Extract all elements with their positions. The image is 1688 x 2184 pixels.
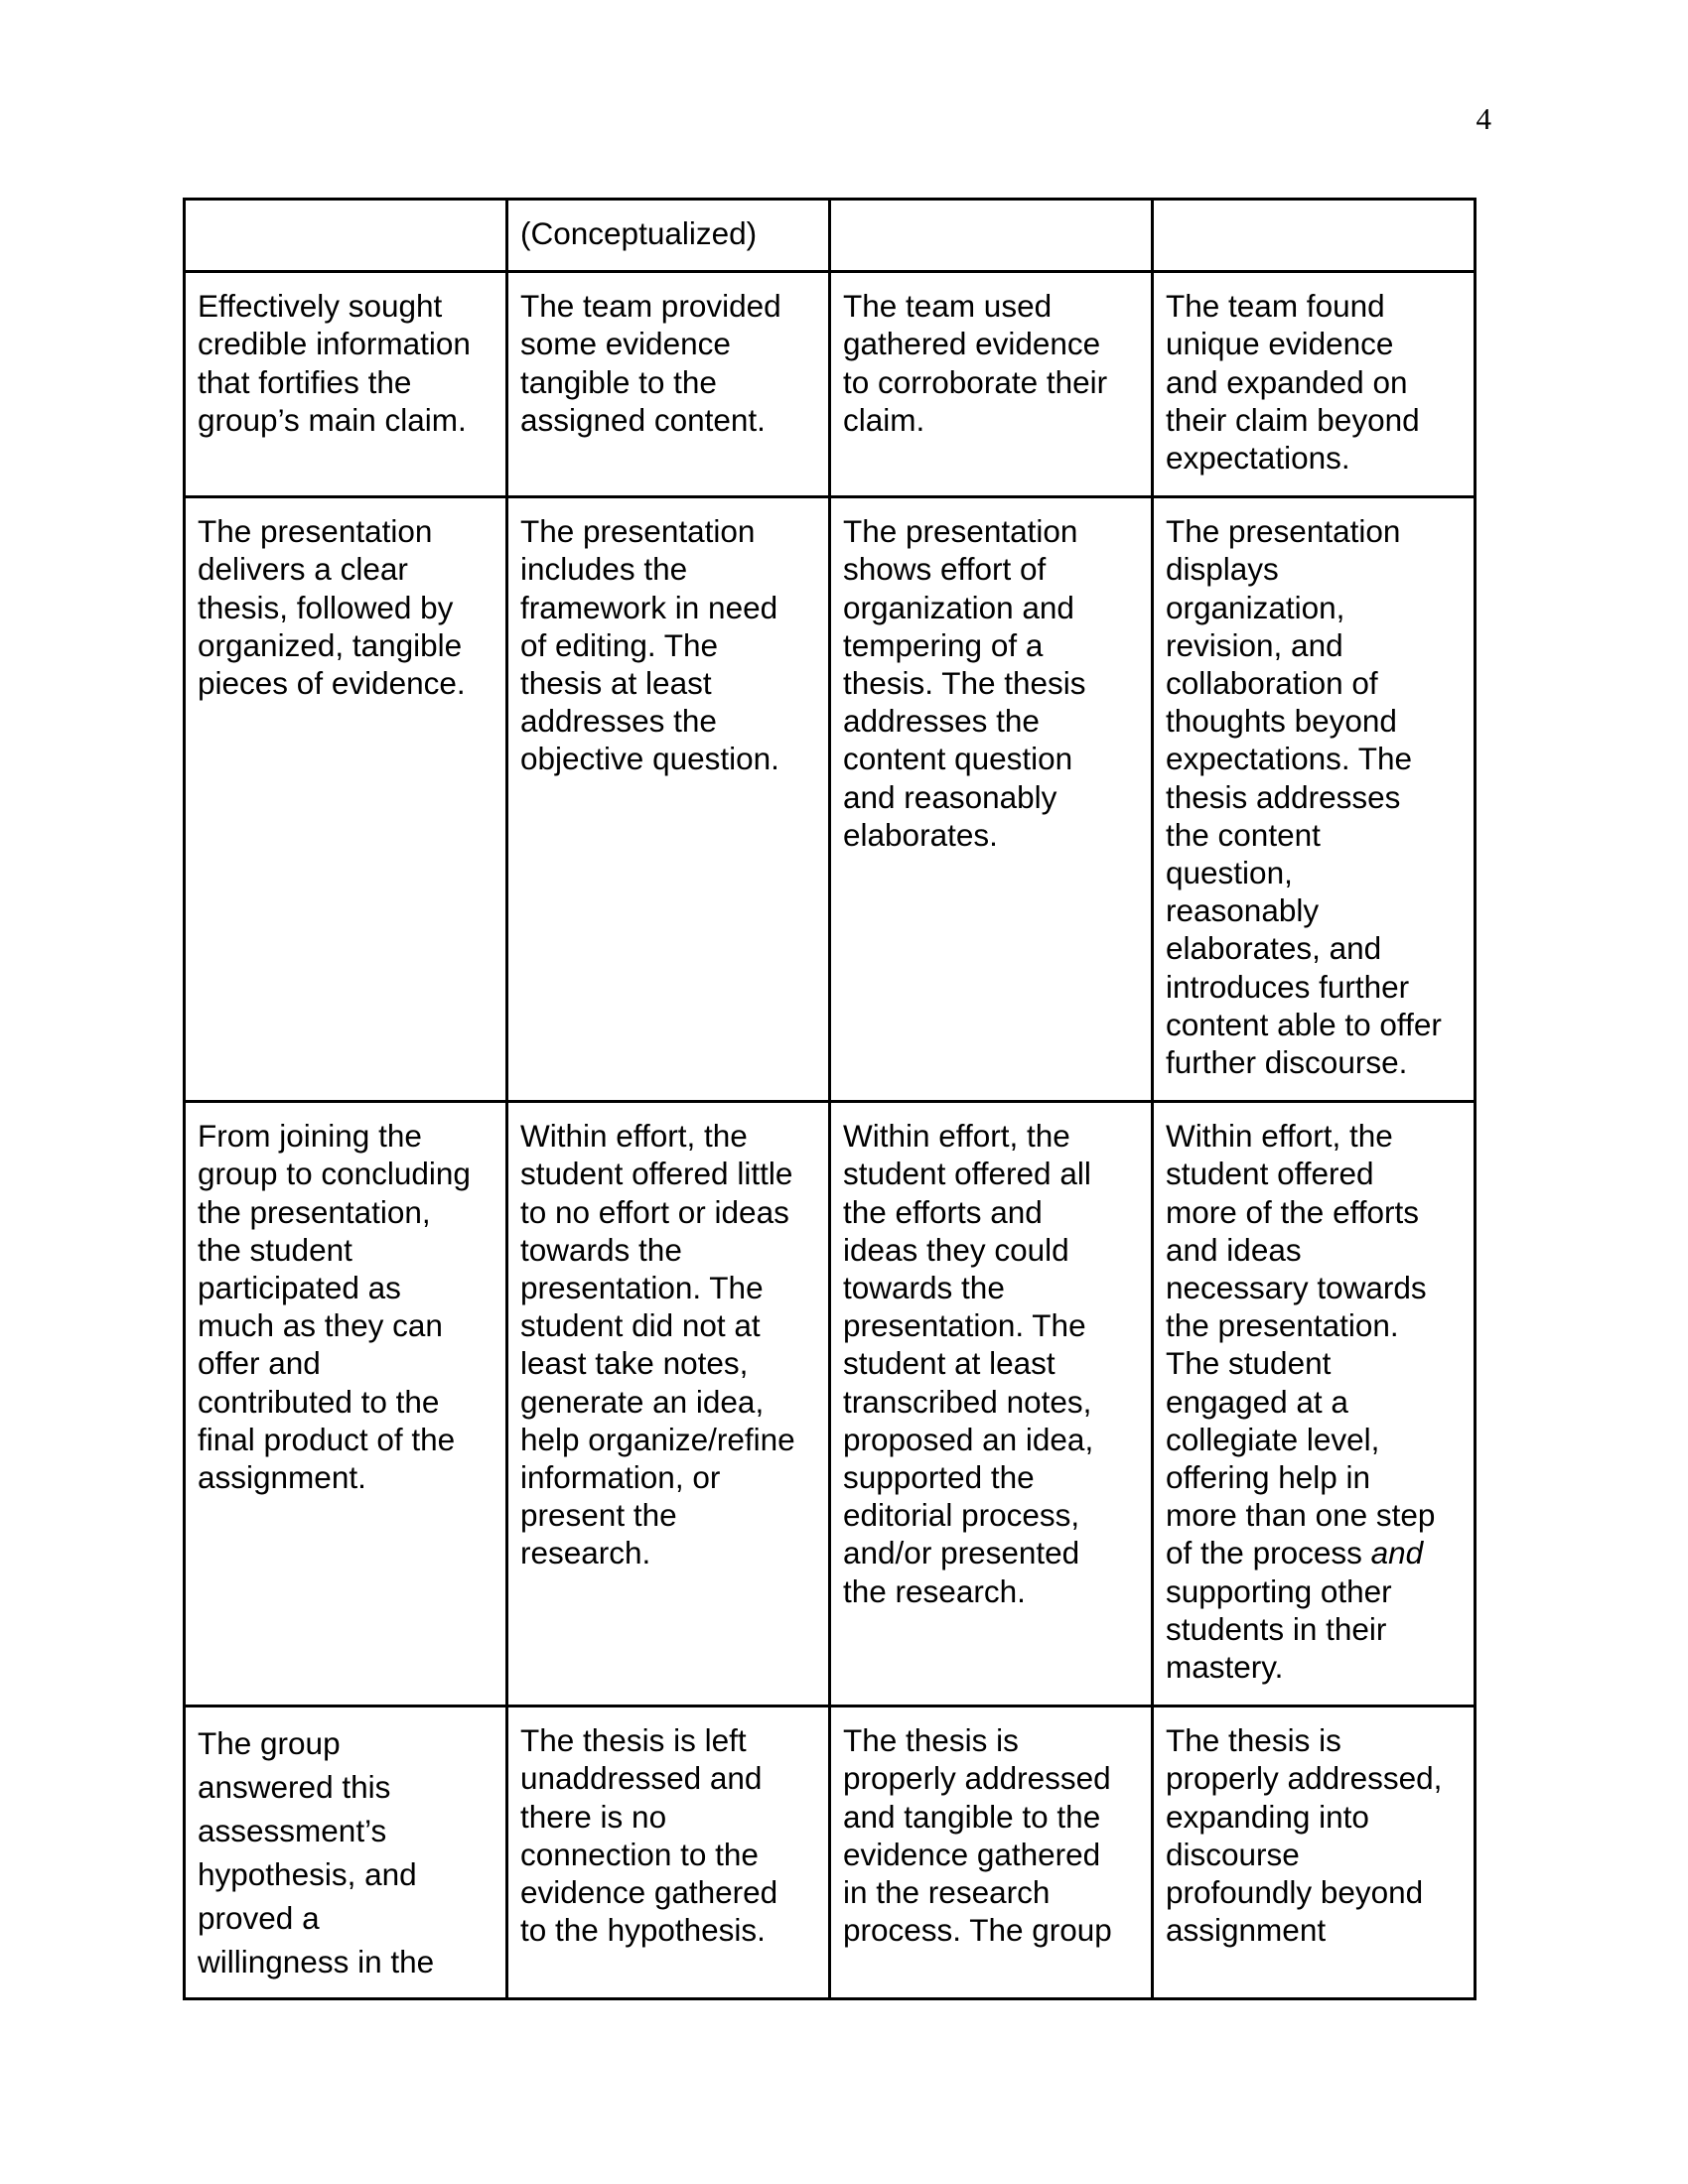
rubric-row-presentation xyxy=(185,497,1476,1102)
cell-text: The presentation includes the framework in need of editing. The thesis at least addresses the objective question. xyxy=(520,513,779,777)
cell-text: The team provided some evidence tangible to the assigned content. xyxy=(520,288,781,438)
rubric-cell-level-2 xyxy=(830,200,1153,272)
cell-text: Effectively sought credible information that fortifies the group’s main claim. xyxy=(198,288,471,438)
rubric-cell-level-3 xyxy=(1153,497,1476,1102)
rubric-cell-level-3 xyxy=(1153,1102,1476,1706)
cell-text: The presentation shows effort of organization and tempering of a thesis. The thesis addresses the content question and reasonably elaborates. xyxy=(843,513,1086,853)
rubric-cell-level-2 xyxy=(830,1706,1153,1999)
rubric-row-research xyxy=(185,272,1476,497)
rubric-cell-criteria xyxy=(185,272,507,497)
rubric-row-participation xyxy=(185,1102,1476,1706)
cell-text: The group answered this assessment’s hypothesis, and proved a willingness in the xyxy=(198,1725,435,1980)
rubric-cell-criteria xyxy=(185,200,507,272)
rubric-cell-level-1 xyxy=(507,272,830,497)
page-number: 4 xyxy=(1476,101,1491,136)
rubric-cell-criteria xyxy=(185,497,507,1102)
cell-text-emphasis: and xyxy=(1370,1535,1424,1571)
cell-text: The presentation displays organization, revision, and collaboration of thoughts beyond expectations. The thesis addresses the content question, reasonably elaborates, and introduces further content able to offer further discourse. xyxy=(1166,513,1442,1081)
rubric-row-thesis xyxy=(185,1706,1476,1999)
rubric-cell-criteria xyxy=(185,1706,507,1999)
cell-text-after: supporting other students in their mastery. xyxy=(1166,1572,1392,1686)
rubric-cell-level-3 xyxy=(1153,200,1476,272)
rubric-row-header xyxy=(185,200,1476,272)
cell-text: Within effort, the student offered all the efforts and ideas they could towards the presentation. The student at least transcribed notes, proposed an idea, supported the editorial process, and/or presented the research. xyxy=(843,1118,1094,1609)
rubric-cell-level-3 xyxy=(1153,272,1476,497)
rubric-cell-level-2 xyxy=(830,1102,1153,1706)
rubric-cell-level-1 xyxy=(507,200,830,272)
cell-text-before: Within effort, the student offered more of the efforts and ideas necessary towards the presentation. The student engaged at a collegiate level, offering help in more than one step of the process xyxy=(1166,1118,1436,1571)
cell-text: Within effort, the student offered little to no effort or ideas towards the presentation. The student did not at least take notes, generate an idea, help organize/refine information, or present the research. xyxy=(520,1118,795,1571)
rubric-cell-level-2 xyxy=(830,272,1153,497)
cell-text xyxy=(1166,1117,1464,1686)
cell-text: (Conceptualized) xyxy=(520,215,758,251)
cell-text: The presentation delivers a clear thesis, followed by organized, tangible pieces of evidence. xyxy=(198,513,466,702)
cell-text: The team used gathered evidence to corroborate their claim. xyxy=(843,288,1108,438)
cell-text: The thesis is properly addressed, expanding into discourse profoundly beyond assignment xyxy=(1166,1722,1443,1949)
rubric-table xyxy=(183,198,1477,2000)
rubric-cell-level-3 xyxy=(1153,1706,1476,1999)
cell-text: The team found unique evidence and expanded on their claim beyond expectations. xyxy=(1166,288,1420,477)
cell-text: From joining the group to concluding the presentation, the student participated as much as they can offer and contributed to the final product of the assignment. xyxy=(198,1118,471,1496)
cell-text: The thesis is left unaddressed and there is no connection to the evidence gathered to the hypothesis. xyxy=(520,1722,778,1949)
rubric-cell-level-2 xyxy=(830,497,1153,1102)
rubric-cell-level-1 xyxy=(507,1102,830,1706)
rubric-cell-criteria xyxy=(185,1102,507,1706)
rubric-cell-level-1 xyxy=(507,497,830,1102)
cell-text: The thesis is properly addressed and tangible to the evidence gathered in the research process. The group xyxy=(843,1722,1112,1949)
rubric-cell-level-1 xyxy=(507,1706,830,1999)
